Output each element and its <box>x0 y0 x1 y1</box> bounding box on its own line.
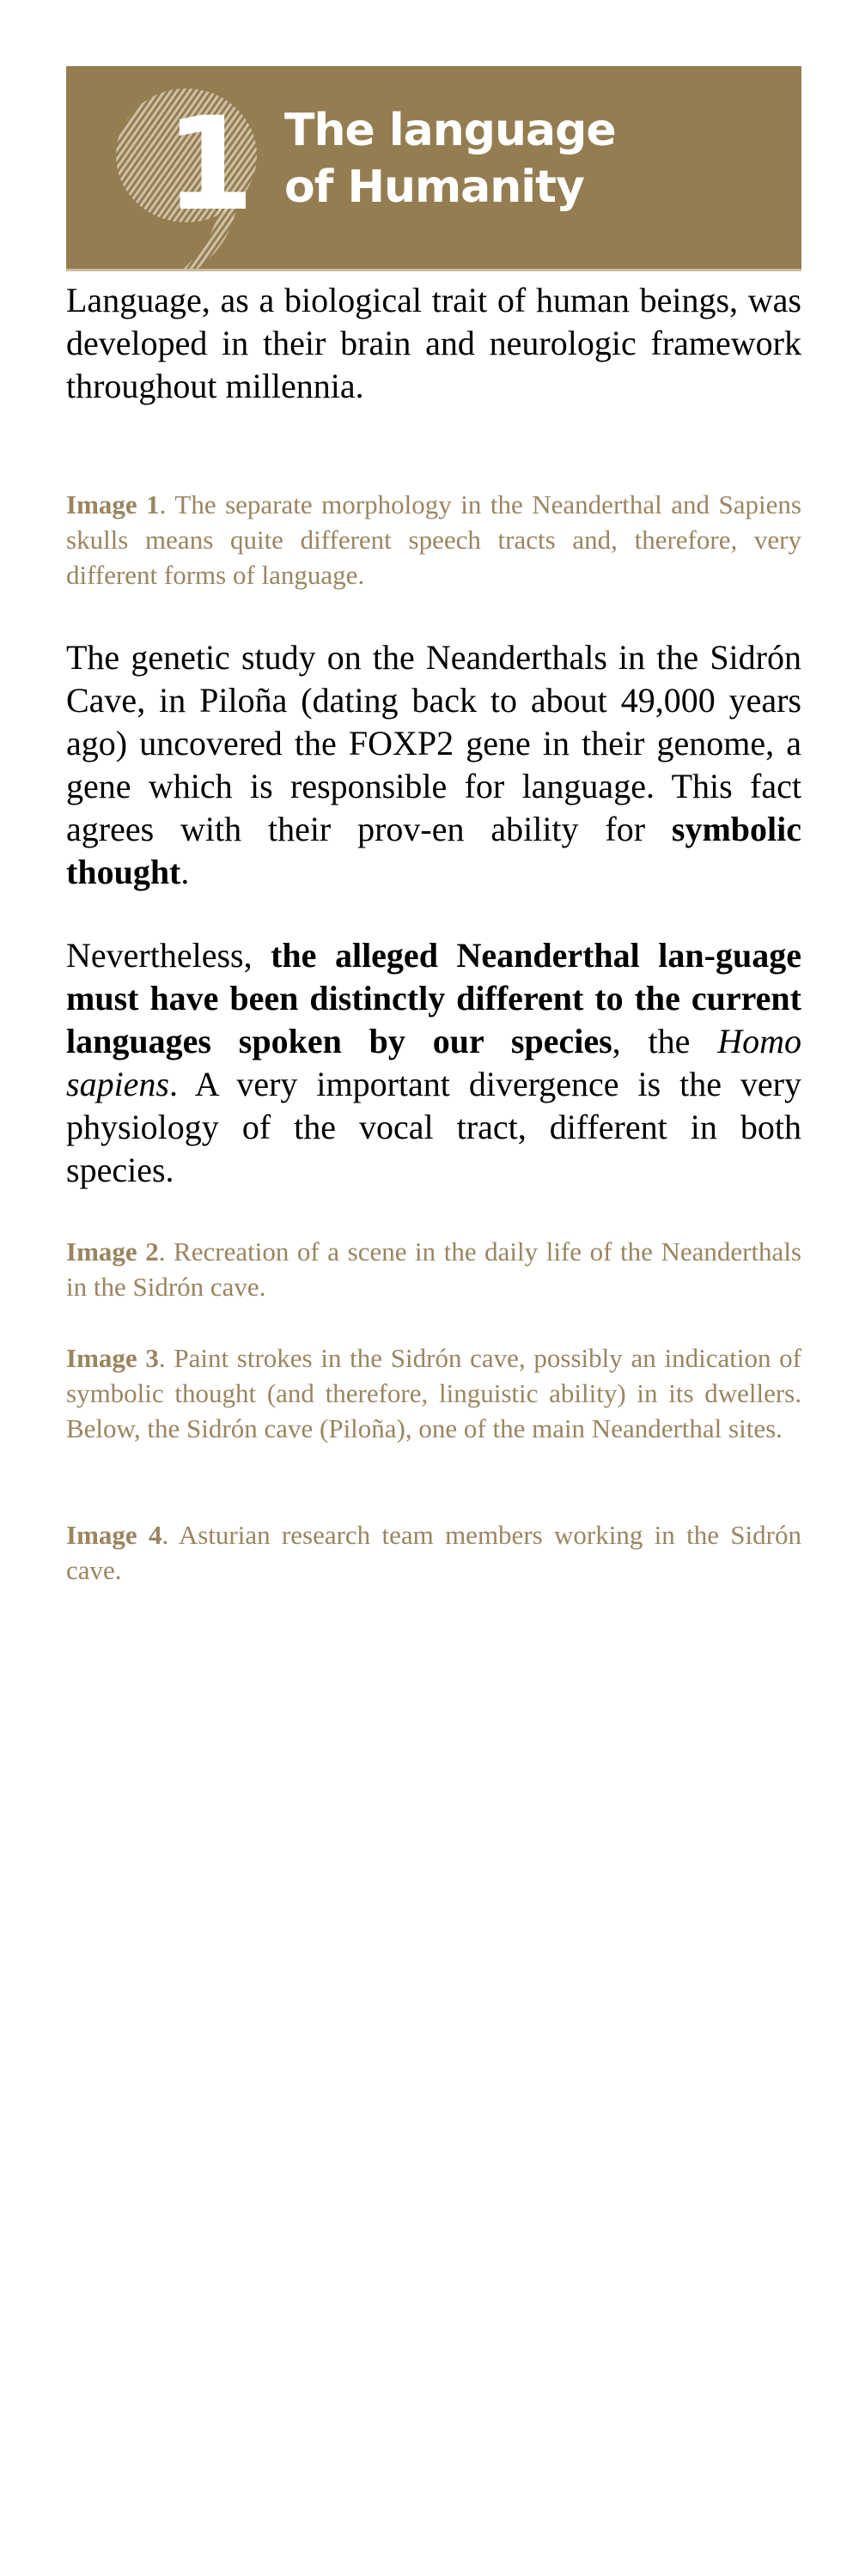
caption-label: Image 3 <box>66 1343 159 1373</box>
chapter-banner <box>66 66 801 271</box>
paragraph-intro <box>66 279 801 408</box>
caption-text: . Asturian research team members working in the Sidrón cave. <box>66 1520 801 1585</box>
caption-label: Image 1 <box>66 489 160 519</box>
title-line-1: The language <box>284 105 616 156</box>
text-segment: . <box>180 853 190 891</box>
caption-label: Image 4 <box>66 1520 162 1550</box>
caption-image-3 <box>66 1340 801 1446</box>
text-segment: the alleged Neanderthal lan-guage must have been distinctly different to the current languages spoken by our species <box>66 936 801 1060</box>
caption-text: . Recreation of a scene in the daily life of the Neanderthals in the Sidrón cave. <box>66 1236 801 1302</box>
caption-text: . The separate morphology in the Neanderthal and Sapiens skulls means quite different speech tracts and, therefore, very different forms of language. <box>66 489 801 590</box>
chapter-title <box>284 102 616 216</box>
text-segment: Nevertheless, <box>66 936 271 975</box>
paragraph-neanderthal-language <box>66 934 801 1192</box>
caption-image-2 <box>66 1234 801 1304</box>
text-segment: symbolic thought <box>66 810 801 891</box>
title-line-2: of Humanity <box>284 161 584 213</box>
chapter-number: 1 <box>165 90 255 240</box>
text-segment: . A very important divergence is the very physiology of the vocal tract, different in both species. <box>66 1065 801 1189</box>
text-segment: Language, as a biological trait of human beings, was developed in their brain and neurologic framework throughout millennia. <box>66 281 801 405</box>
paragraph-genetic-study <box>66 636 801 894</box>
caption-text: . Paint strokes in the Sidrón cave, possibly an indication of symbolic thought (and therefore, linguistic ability) in its dwellers. Below, the Sidrón cave (Piloña), one of the main Neanderthal sites. <box>66 1343 801 1443</box>
text-segment: Homo sapiens <box>66 1022 801 1103</box>
caption-image-4 <box>66 1517 801 1588</box>
caption-label: Image 2 <box>66 1236 159 1267</box>
text-segment: The genetic study on the Neanderthals in the Sidrón Cave, in Piloña (dating back to about 49,000 years ago) uncovered the FOXP2 gene in their genome, a gene which is responsible for language. This fact agrees with their prov-en ability for <box>66 638 801 848</box>
caption-image-1 <box>66 487 801 592</box>
text-segment: , the <box>612 1022 718 1060</box>
